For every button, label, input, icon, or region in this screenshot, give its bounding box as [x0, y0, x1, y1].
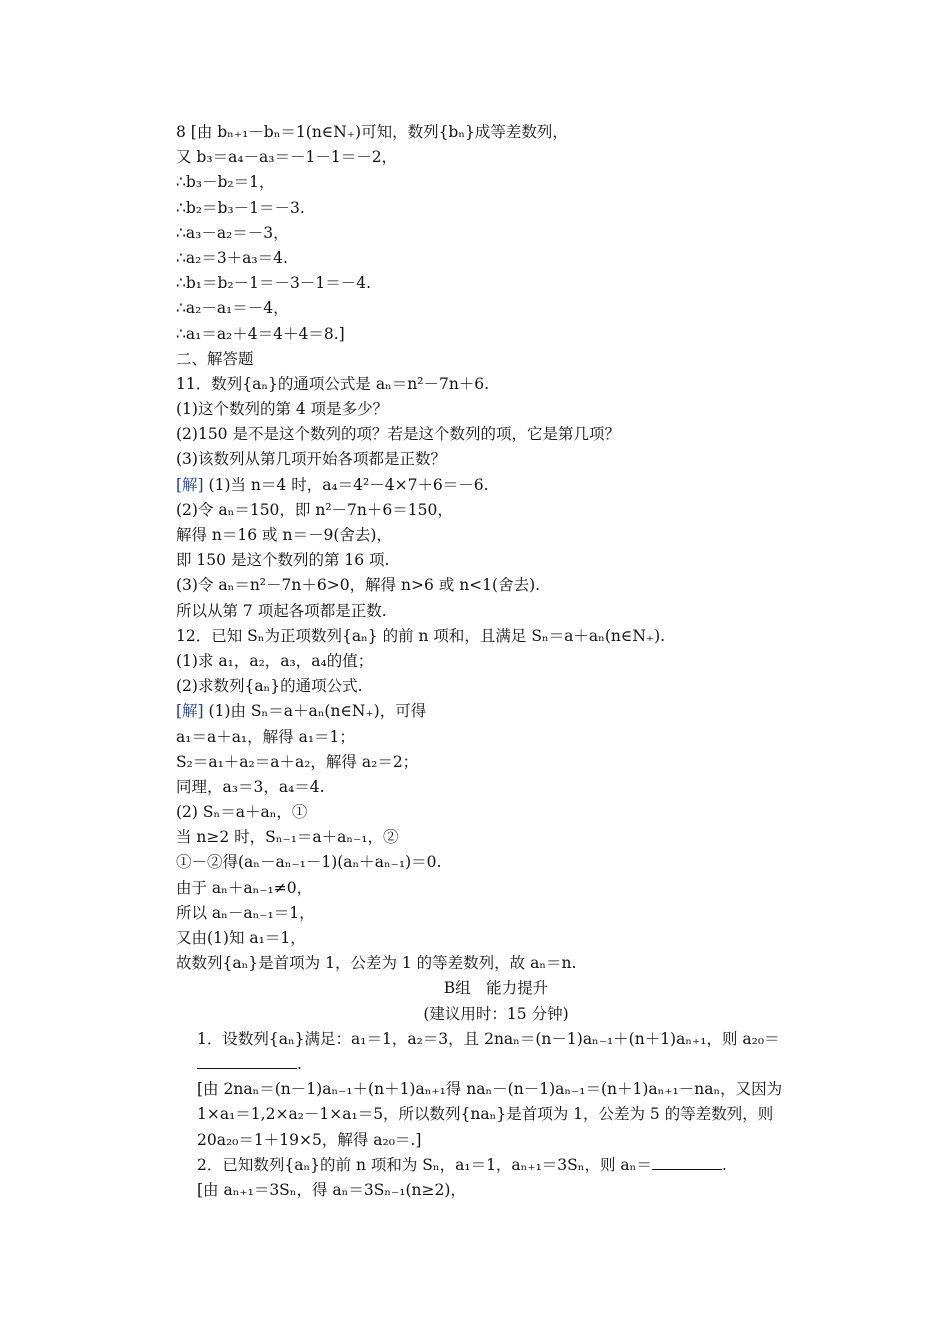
b-question-2: 2．已知数列{aₙ}的前 n 项和为 Sₙ，a₁＝1，aₙ₊₁＝3Sₙ，则 aₙ＝ . [197, 1155, 727, 1174]
text-line: 所以 aₙ－aₙ₋₁＝1， [176, 903, 315, 922]
text-line: ∴a₁＝a₂＋4＝4＋4＝8.] [176, 324, 345, 343]
text-line: ∴a₂－a₁＝－4， [176, 299, 289, 318]
text-line: a₁＝a＋a₁，解得 a₁＝1； [176, 727, 355, 746]
text-line: (3)该数列从第几项开始各项都是正数？ [176, 450, 446, 469]
text-line: 解得 n＝16 或 n＝－9(舍去)， [176, 526, 392, 544]
text-line: 同理，a₃＝3，a₄＝4. [176, 777, 325, 796]
text-line: (2)150 是不是这个数列的项？若是这个数列的项，它是第几项？ [176, 425, 620, 444]
q11-solution-first-line: [解] (1)当 n＝4 时，a₄＝4²－4×7＋6＝－6. [176, 475, 489, 494]
time-hint: (建议用时：15 分钟) [423, 1004, 569, 1023]
text-line: S₂＝a₁＋a₂＝a＋a₂，解得 a₂＝2； [176, 752, 419, 771]
solution-label: [解] [176, 702, 204, 721]
text-line: ①－②得(aₙ－aₙ₋₁－1)(aₙ＋aₙ₋₁)＝0. [176, 853, 442, 872]
answer-blank[interactable] [197, 1054, 297, 1069]
q11-solution-and-q12 [176, 498, 816, 700]
text-line: 11．数列{aₙ}的通项公式是 aₙ＝n²－7n＋6. [176, 374, 490, 393]
text-line: ∴b₃－b₂＝1， [176, 173, 275, 192]
document-body [176, 120, 816, 1203]
text-line: 12．已知 Sₙ为正项数列{aₙ} 的前 n 项和，且满足 Sₙ＝a＋aₙ(n∈N₊). [176, 626, 666, 645]
b-question-2-solution: [由 aₙ₊₁＝3Sₙ，得 aₙ＝3Sₙ₋₁(n≥2)， [197, 1180, 466, 1199]
text-line: ∴a₂＝3＋a₃＝4. [176, 248, 288, 267]
text-line: (3)令 aₙ＝n²－7n＋6>0，解得 n>6 或 n<1(舍去). [176, 576, 541, 595]
q12-solution-body [176, 725, 816, 977]
text-line: 又由(1)知 a₁＝1， [176, 929, 306, 947]
text-line: ∴b₁＝b₂－1＝－3－1＝－4. [176, 274, 372, 293]
text-line: 当 n≥2 时，Sₙ₋₁＝a＋aₙ₋₁，② [176, 828, 399, 847]
section-b-heading: B组 能力提升 [443, 979, 549, 998]
b-question-1-solution: [由 2naₙ＝(n－1)aₙ₋₁＋(n＋1)aₙ₊₁得 naₙ－(n－1)aₙ₋₁＝(n＋1)aₙ₊₁－naₙ，又因为 1×a₁＝1,2×a₂－1×a₁＝5，所以数列{naₙ}是首项为 1，公差为 5 的等差数列，则 20a₂₀＝1＋19×5，解得 a₂₀＝.] [197, 1080, 783, 1149]
q12-solution-first-line: [解] (1)由 Sₙ＝a＋aₙ(n∈N₊)，可得 [176, 702, 427, 721]
text-line: (1)这个数列的第 4 项是多少？ [176, 400, 389, 419]
text-line: (2) Sₙ＝a＋aₙ，① [176, 803, 308, 822]
answer-blank[interactable] [652, 1155, 722, 1170]
text-line: (1)求 a₁，a₂，a₃，a₄的值； [176, 651, 374, 670]
text-line: 所以从第 7 项起各项都是正数. [176, 601, 387, 620]
text-line: 又 b₃＝a₄－a₃＝－1－1＝－2， [176, 148, 398, 167]
solution-label: [解] [176, 475, 204, 494]
text-line: ∴a₃－a₂＝－3， [176, 223, 289, 242]
b-question-1: 1．设数列{aₙ}满足：a₁＝1，a₂＝3，且 2naₙ＝(n－1)aₙ₋₁＋(n＋1)aₙ₊₁，则 a₂₀＝. [197, 1029, 780, 1073]
text-line: 由于 aₙ＋aₙ₋₁≠0， [176, 878, 313, 897]
text-line: 二、解答题 [176, 349, 254, 368]
text-line: (2)求数列{aₙ}的通项公式. [176, 677, 363, 696]
text-line: 故数列{aₙ}是首项为 1，公差为 1 的等差数列，故 aₙ＝n. [176, 954, 577, 973]
solution-q8-and-q11 [176, 120, 816, 473]
text-line: 即 150 是这个数列的第 16 项. [176, 551, 390, 570]
text-line: ∴b₂＝b₃－1＝－3. [176, 198, 305, 217]
text-line: (2)令 aₙ＝150，即 n²－7n＋6＝150， [176, 500, 453, 519]
text-line: 8 [由 bₙ₊₁－bₙ＝1(n∈N₊)可知，数列{bₙ}成等差数列， [176, 123, 568, 141]
